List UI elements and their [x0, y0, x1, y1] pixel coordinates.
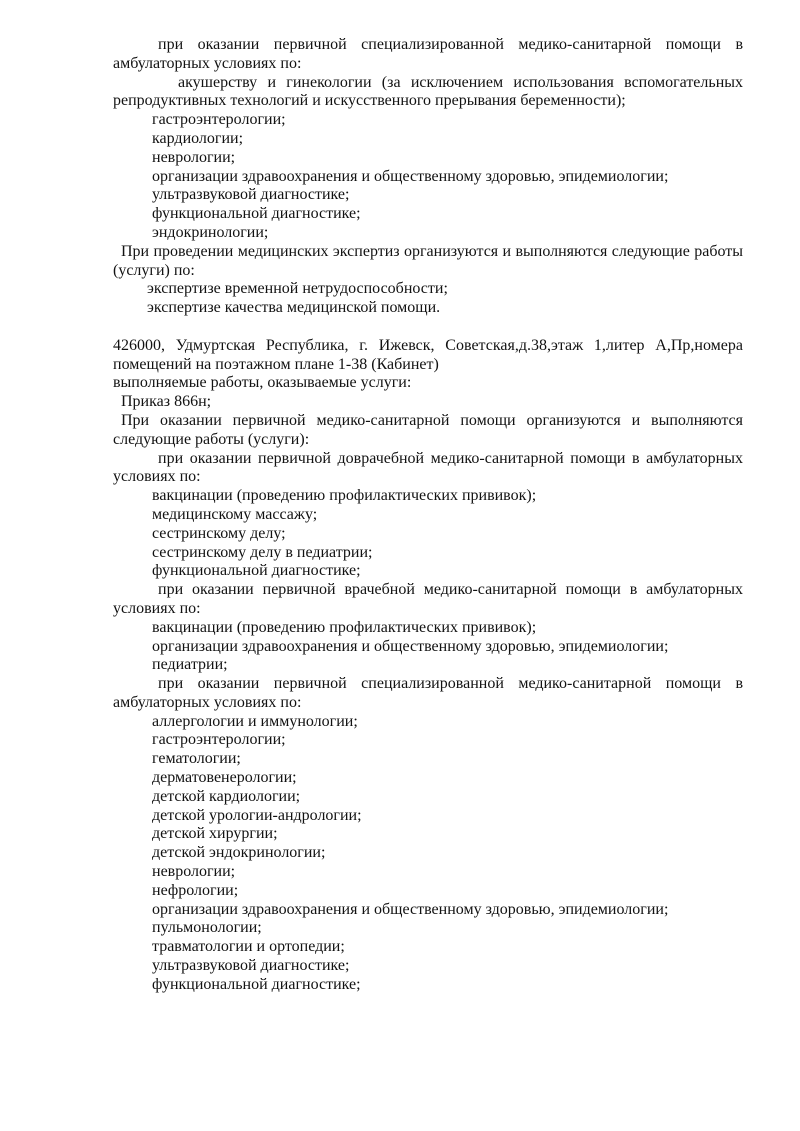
works-services-label: выполняемые работы, оказываемые услуги:	[113, 374, 412, 392]
service-item: дерматовенерологии;	[152, 769, 297, 787]
license-works-section-2	[113, 337, 743, 995]
service-item: гематологии;	[152, 750, 241, 768]
service-item: эндокринологии;	[152, 223, 269, 241]
service-item: функциональной диагностике;	[152, 205, 361, 223]
paragraph: При проведении медицинских экспертиз организуются и выполняются следующие работы (услуги) по:	[113, 242, 743, 279]
service-item: травматологии и ортопедии;	[152, 938, 345, 956]
service-item: неврологии;	[152, 863, 236, 881]
service-item: пульмонологии;	[152, 919, 262, 937]
service-item: функциональной диагностике;	[152, 562, 361, 580]
service-item: детской урологии-андрологии;	[152, 806, 362, 824]
service-item: организации здравоохранения и общественному здоровью, эпидемиологии;	[152, 167, 669, 185]
service-item: ультразвуковой диагностике;	[152, 186, 350, 204]
service-item: гастроэнтерологии;	[152, 731, 286, 749]
service-item: функциональной диагностике;	[152, 975, 361, 993]
service-item: кардиологии;	[152, 129, 244, 147]
service-item: детской хирургии;	[152, 825, 278, 843]
service-item: вакцинации (проведению профилактических прививок);	[152, 487, 537, 505]
document-content	[113, 36, 743, 995]
service-item: детской кардиологии;	[152, 787, 301, 805]
facility-address: 426000, Удмуртская Республика, г. Ижевск, Советская,д.38,этаж 1,литер А,Пр,номера помещений на поэтажном плане 1-38 (Кабинет)	[113, 336, 743, 373]
service-item: сестринскому делу в педиатрии;	[152, 543, 373, 561]
expertise-item: экспертизе временной нетрудоспособности;	[147, 280, 448, 298]
service-item: аллергологии и иммунологии;	[152, 712, 358, 730]
subsection-heading: при оказании первичной доврачебной медико-санитарной помощи в амбулаторных условиях по:	[113, 449, 743, 486]
expertise-item: экспертизе качества медицинской помощи.	[147, 299, 441, 317]
order-reference: Приказ 866н;	[121, 393, 212, 411]
service-item: детской эндокринологии;	[152, 844, 326, 862]
service-item: педиатрии;	[152, 656, 228, 674]
service-item: организации здравоохранения и общественному здоровью, эпидемиологии;	[152, 900, 669, 918]
service-item: неврологии;	[152, 148, 236, 166]
service-item: акушерству и гинекологии (за исключением использования вспомогательных репродуктивных технологий и искусственного прерывания беременности);	[113, 73, 743, 110]
service-item: медицинскому массажу;	[152, 505, 318, 523]
service-item: гастроэнтерологии;	[152, 111, 286, 129]
service-item: ультразвуковой диагностике;	[152, 957, 350, 975]
subsection-heading: при оказании первичной специализированной медико-санитарной помощи в амбулаторных условиях по:	[113, 36, 743, 72]
paragraph: При оказании первичной медико-санитарной помощи организуются и выполняются следующие работы (услуги):	[113, 411, 743, 448]
service-item: организации здравоохранения и общественному здоровью, эпидемиологии;	[152, 637, 669, 655]
service-item: нефрологии;	[152, 881, 239, 899]
subsection-heading: при оказании первичной врачебной медико-санитарной помощи в амбулаторных условиях по:	[113, 581, 743, 617]
subsection-heading: при оказании первичной специализированной медико-санитарной помощи в амбулаторных условиях по:	[113, 675, 743, 711]
service-item: сестринскому делу;	[152, 524, 286, 542]
license-works-section-1	[113, 36, 743, 318]
service-item: вакцинации (проведению профилактических прививок);	[152, 618, 537, 636]
